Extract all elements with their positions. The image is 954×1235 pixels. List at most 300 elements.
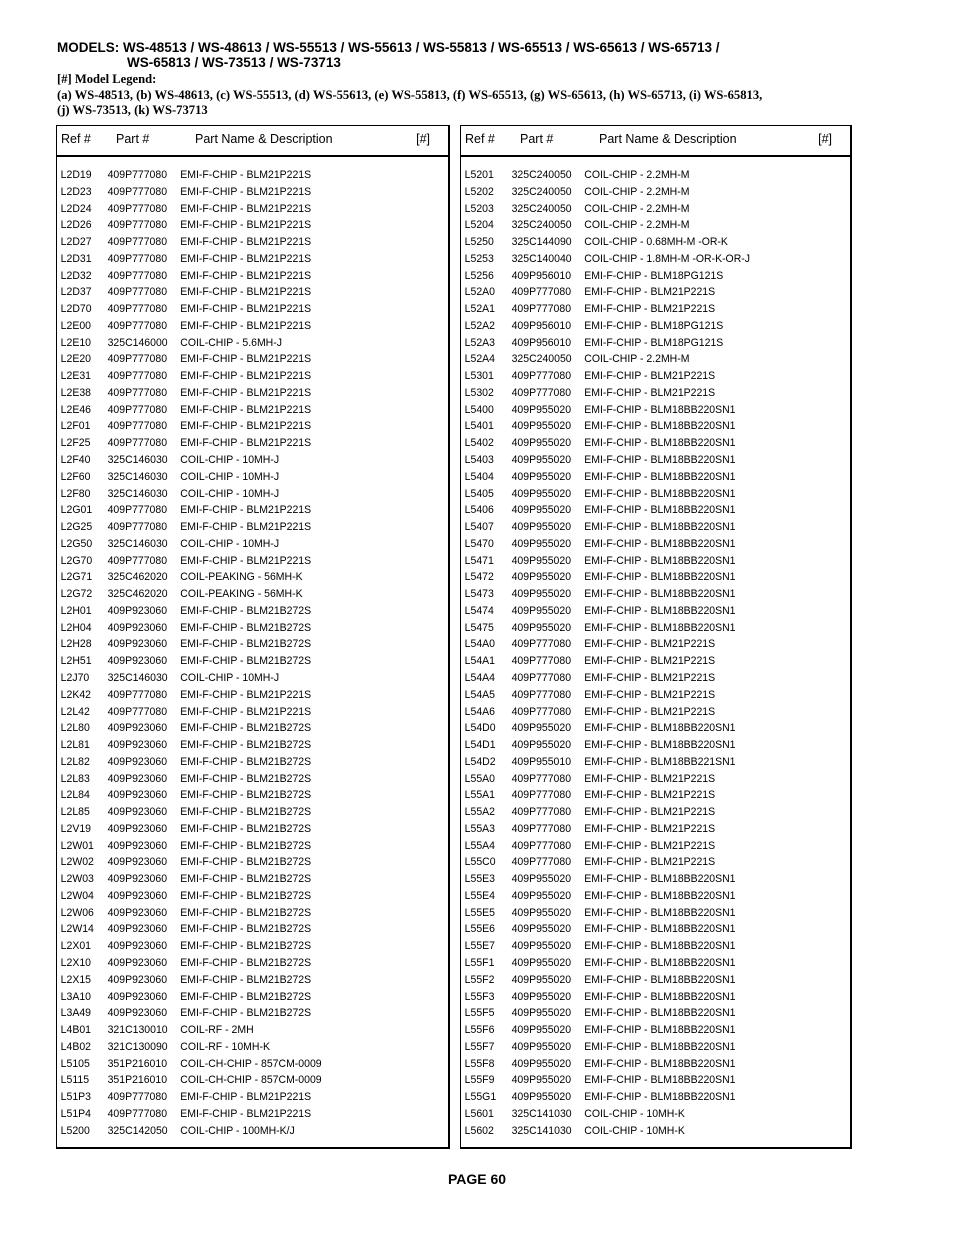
ref-cell: L2D19 <box>60 169 92 181</box>
part-cell: 409P777080 <box>511 286 572 299</box>
table-row <box>461 854 819 871</box>
part-cell: 409P923060 <box>107 940 168 953</box>
ref-cell: L2D31 <box>60 252 92 265</box>
part-cell: 409P923060 <box>107 789 168 802</box>
ref-cell: L5406 <box>464 504 494 517</box>
table-row <box>461 888 819 905</box>
ref-cell: L2D23 <box>60 185 92 198</box>
legend-line-2: (j) WS-73513, (k) WS-73713 <box>57 103 208 117</box>
ref-cell: L54A0 <box>464 638 495 651</box>
desc-cell: EMI-F-CHIP - BLM21P221S <box>180 386 312 399</box>
table-row <box>57 469 417 486</box>
desc-cell: COIL-CHIP - 2.2MH-M <box>584 185 690 198</box>
ref-cell: L55A1 <box>464 789 495 802</box>
header-model-flag: [#] <box>416 132 430 146</box>
ref-cell: L55G1 <box>464 1091 497 1104</box>
part-cell: 325C240050 <box>511 202 572 215</box>
table-row <box>461 972 819 989</box>
desc-cell: COIL-RF - 2MH <box>180 1024 254 1037</box>
table-row <box>461 737 819 754</box>
desc-cell: EMI-F-CHIP - BLM18BB220SN1 <box>584 454 736 467</box>
ref-cell: L2F60 <box>60 470 91 483</box>
table-row <box>461 418 819 435</box>
ref-cell: L54D0 <box>464 722 496 735</box>
ref-cell: L55F9 <box>464 1074 495 1087</box>
ref-cell: L5601 <box>464 1107 494 1120</box>
desc-cell: COIL-PEAKING - 56MH-K <box>180 588 303 601</box>
ref-cell: L2E46 <box>60 403 91 416</box>
part-cell: 409P955020 <box>511 554 572 567</box>
table-row <box>57 452 417 469</box>
desc-cell: EMI-F-CHIP - BLM18BB220SN1 <box>584 722 736 735</box>
part-cell: 409P777080 <box>511 772 572 785</box>
ref-cell: L52A3 <box>464 336 495 349</box>
desc-cell: EMI-F-CHIP - BLM21B272S <box>180 638 312 651</box>
table-row <box>461 1072 819 1089</box>
part-cell: 321C130090 <box>107 1040 168 1053</box>
part-cell: 409P955020 <box>511 454 572 467</box>
desc-cell: EMI-F-CHIP - BLM21B272S <box>180 956 312 969</box>
ref-cell: L4B01 <box>60 1024 91 1037</box>
part-cell: 409P955020 <box>511 1040 572 1053</box>
table-row <box>57 351 417 368</box>
table-row <box>57 603 417 620</box>
desc-cell: EMI-F-CHIP - BLM21P221S <box>180 1107 312 1120</box>
ref-cell: L5302 <box>464 386 494 399</box>
ref-cell: L2D26 <box>60 219 92 232</box>
desc-cell: EMI-F-CHIP - BLM21P221S <box>584 386 716 399</box>
ref-cell: L2G72 <box>60 588 93 601</box>
table-body <box>57 167 448 1139</box>
table-row <box>461 670 819 687</box>
part-cell: 409P956010 <box>511 269 572 282</box>
desc-cell: EMI-F-CHIP - BLM21B272S <box>180 806 312 819</box>
ref-cell: L55F1 <box>464 956 495 969</box>
part-cell: 409P923060 <box>107 604 168 617</box>
part-cell: 409P955020 <box>511 487 572 500</box>
desc-cell: COIL-CHIP - 2.2MH-M <box>584 219 690 232</box>
desc-cell: EMI-F-CHIP - BLM21B272S <box>180 873 312 886</box>
part-cell: 409P955020 <box>511 973 572 986</box>
models-line-2: WS-65813 / WS-73513 / WS-73713 <box>127 55 341 70</box>
ref-cell: L55A0 <box>464 772 495 785</box>
desc-cell: EMI-F-CHIP - BLM21B272S <box>180 789 312 802</box>
ref-cell: L2E31 <box>60 370 91 383</box>
table-row <box>57 838 417 855</box>
parts-table-right <box>460 125 852 1149</box>
table-row <box>461 636 819 653</box>
ref-cell: L52A0 <box>464 286 495 299</box>
table-row <box>461 754 819 771</box>
part-cell: 409P777080 <box>107 504 168 517</box>
desc-cell: EMI-F-CHIP - BLM21B272S <box>180 604 312 617</box>
desc-cell: EMI-F-CHIP - BLM18BB220SN1 <box>584 990 736 1003</box>
desc-cell: EMI-F-CHIP - BLM21P221S <box>584 806 716 819</box>
table-row <box>57 435 417 452</box>
part-cell: 409P923060 <box>107 621 168 634</box>
ref-cell: L2L80 <box>60 722 90 735</box>
desc-cell: EMI-F-CHIP - BLM21P221S <box>180 202 312 215</box>
part-cell: 409P955020 <box>511 1074 572 1087</box>
table-row <box>57 636 417 653</box>
table-row <box>461 368 819 385</box>
ref-cell: L2W01 <box>60 839 94 852</box>
table-row <box>57 502 417 519</box>
desc-cell: COIL-CHIP - 2.2MH-M <box>584 353 690 366</box>
table-row <box>461 871 819 888</box>
part-cell: 409P955020 <box>511 437 572 450</box>
table-row <box>461 234 819 251</box>
ref-cell: L54A6 <box>464 705 495 718</box>
part-cell: 409P923060 <box>107 839 168 852</box>
desc-cell: EMI-F-CHIP - BLM21P221S <box>180 219 312 232</box>
ref-cell: L5404 <box>464 470 494 483</box>
part-cell: 409P777080 <box>107 705 168 718</box>
desc-cell: COIL-CHIP - 0.68MH-M -OR-K <box>584 236 728 249</box>
part-cell: 409P777080 <box>107 185 168 198</box>
part-cell: 409P923060 <box>107 990 168 1003</box>
desc-cell: EMI-F-CHIP - BLM21P221S <box>180 236 312 249</box>
desc-cell: COIL-RF - 10MH-K <box>180 1040 270 1053</box>
desc-cell: EMI-F-CHIP - BLM21B272S <box>180 772 312 785</box>
desc-cell: EMI-F-CHIP - BLM21P221S <box>584 286 716 299</box>
desc-cell: EMI-F-CHIP - BLM18BB220SN1 <box>584 554 736 567</box>
desc-cell: EMI-F-CHIP - BLM21B272S <box>180 889 312 902</box>
part-cell: 409P923060 <box>107 822 168 835</box>
ref-cell: L55E5 <box>464 906 495 919</box>
table-row <box>461 955 819 972</box>
desc-cell: EMI-F-CHIP - BLM21P221S <box>180 286 312 299</box>
desc-cell: EMI-F-CHIP - BLM21B272S <box>180 839 312 852</box>
part-cell: 409P955020 <box>511 956 572 969</box>
ref-cell: L5115 <box>60 1074 90 1087</box>
table-row <box>57 687 417 704</box>
table-header <box>461 126 850 156</box>
ref-cell: L2H04 <box>60 621 92 634</box>
part-cell: 409P777080 <box>107 1107 168 1120</box>
desc-cell: EMI-F-CHIP - BLM21P221S <box>180 521 312 534</box>
table-body <box>461 167 850 1139</box>
ref-cell: L51P3 <box>60 1091 91 1104</box>
table-row <box>461 687 819 704</box>
part-cell: 409P955020 <box>511 906 572 919</box>
table-row <box>461 771 819 788</box>
table-row <box>461 351 819 368</box>
part-cell: 325C240050 <box>511 219 572 232</box>
table-row <box>461 435 819 452</box>
desc-cell: EMI-F-CHIP - BLM21B272S <box>180 1007 312 1020</box>
table-row <box>461 217 819 234</box>
part-cell: 409P777080 <box>107 353 168 366</box>
part-cell: 409P955020 <box>511 588 572 601</box>
ref-cell: L55F2 <box>464 973 495 986</box>
desc-cell: EMI-F-CHIP - BLM21B272S <box>180 822 312 835</box>
table-row <box>57 201 417 218</box>
ref-cell: L2E00 <box>60 319 91 332</box>
desc-cell: EMI-F-CHIP - BLM18BB220SN1 <box>584 956 736 969</box>
ref-cell: L2L85 <box>60 806 90 819</box>
desc-cell: COIL-CH-CHIP - 857CM-0009 <box>180 1057 322 1070</box>
ref-cell: L5474 <box>464 604 494 617</box>
desc-cell: EMI-F-CHIP - BLM21P221S <box>180 420 312 433</box>
table-row <box>57 251 417 268</box>
header-desc: Part Name & Description <box>599 132 737 146</box>
ref-cell: L55E4 <box>464 889 495 902</box>
desc-cell: EMI-F-CHIP - BLM21P221S <box>180 705 312 718</box>
ref-cell: L55F5 <box>464 1007 495 1020</box>
ref-cell: L5253 <box>464 252 494 265</box>
table-row <box>57 1106 417 1123</box>
desc-cell: EMI-F-CHIP - BLM18BB220SN1 <box>584 571 736 584</box>
part-cell: 409P955020 <box>511 470 572 483</box>
ref-cell: L2G01 <box>60 504 93 517</box>
desc-cell: EMI-F-CHIP - BLM21P221S <box>584 638 716 651</box>
desc-cell: COIL-CHIP - 100MH-K/J <box>180 1124 295 1137</box>
ref-cell: L5473 <box>464 588 494 601</box>
desc-cell: COIL-CHIP - 10MH-J <box>180 487 280 500</box>
desc-cell: EMI-F-CHIP - BLM18BB220SN1 <box>584 1057 736 1070</box>
table-row <box>461 201 819 218</box>
table-row <box>57 938 417 955</box>
table-row <box>57 670 417 687</box>
desc-cell: COIL-CHIP - 10MH-J <box>180 454 280 467</box>
desc-cell: EMI-F-CHIP - BLM18BB220SN1 <box>584 1091 736 1104</box>
table-row <box>57 854 417 871</box>
part-cell: 325C146000 <box>107 336 168 349</box>
ref-cell: L55F8 <box>464 1057 495 1070</box>
desc-cell: COIL-CHIP - 10MH-J <box>180 537 280 550</box>
ref-cell: L54A4 <box>464 671 495 684</box>
ref-cell: L5602 <box>464 1124 494 1137</box>
ref-cell: L2D37 <box>60 286 92 299</box>
desc-cell: COIL-CHIP - 10MH-J <box>180 671 280 684</box>
part-cell: 409P777080 <box>107 252 168 265</box>
part-cell: 409P955020 <box>511 604 572 617</box>
table-row <box>57 1022 417 1039</box>
ref-cell: L5407 <box>464 521 494 534</box>
part-cell: 409P955020 <box>511 873 572 886</box>
part-cell: 325C140040 <box>511 252 572 265</box>
desc-cell: EMI-F-CHIP - BLM18BB220SN1 <box>584 940 736 953</box>
ref-cell: L5256 <box>464 269 494 282</box>
ref-cell: L5204 <box>464 219 494 232</box>
part-cell: 409P777080 <box>107 303 168 316</box>
ref-cell: L55A4 <box>464 839 495 852</box>
part-cell: 409P777080 <box>107 169 168 181</box>
part-cell: 409P777080 <box>107 286 168 299</box>
part-cell: 325C141030 <box>511 1107 572 1120</box>
table-row <box>461 720 819 737</box>
table-row <box>461 284 819 301</box>
part-cell: 409P777080 <box>107 554 168 567</box>
desc-cell: EMI-F-CHIP - BLM18BB220SN1 <box>584 1040 736 1053</box>
part-cell: 409P955020 <box>511 889 572 902</box>
table-row <box>57 167 417 184</box>
table-row <box>57 536 417 553</box>
table-row <box>57 569 417 586</box>
part-cell: 325C146030 <box>107 487 168 500</box>
part-cell: 409P923060 <box>107 655 168 668</box>
desc-cell: EMI-F-CHIP - BLM21B272S <box>180 923 312 936</box>
ref-cell: L5250 <box>464 236 494 249</box>
table-row <box>461 569 819 586</box>
part-cell: 409P777080 <box>107 420 168 433</box>
desc-cell: EMI-F-CHIP - BLM21P221S <box>584 688 716 701</box>
desc-cell: COIL-CH-CHIP - 857CM-0009 <box>180 1074 322 1087</box>
table-row <box>57 184 417 201</box>
ref-cell: L2F25 <box>60 437 91 450</box>
part-cell: 325C240050 <box>511 185 572 198</box>
ref-cell: L54D1 <box>464 739 496 752</box>
part-cell: 409P955020 <box>511 923 572 936</box>
desc-cell: EMI-F-CHIP - BLM18BB220SN1 <box>584 1007 736 1020</box>
table-row <box>57 1123 417 1140</box>
ref-cell: L2H51 <box>60 655 92 668</box>
table-row <box>461 905 819 922</box>
desc-cell: EMI-F-CHIP - BLM18BB220SN1 <box>584 420 736 433</box>
table-row <box>461 938 819 955</box>
part-cell: 409P923060 <box>107 739 168 752</box>
table-row <box>461 1039 819 1056</box>
table-row <box>57 335 417 352</box>
part-cell: 409P777080 <box>511 856 572 869</box>
header-model-flag: [#] <box>818 132 832 146</box>
table-row <box>57 586 417 603</box>
ref-cell: L55F3 <box>464 990 495 1003</box>
desc-cell: EMI-F-CHIP - BLM18BB220SN1 <box>584 973 736 986</box>
ref-cell: L5471 <box>464 554 494 567</box>
part-cell: 409P777080 <box>511 638 572 651</box>
part-cell: 409P777080 <box>107 319 168 332</box>
part-cell: 409P923060 <box>107 923 168 936</box>
table-row <box>57 989 417 1006</box>
part-cell: 409P777080 <box>107 521 168 534</box>
table-row <box>57 754 417 771</box>
table-row <box>461 653 819 670</box>
ref-cell: L2W03 <box>60 873 94 886</box>
ref-cell: L2L42 <box>60 705 90 718</box>
desc-cell: EMI-F-CHIP - BLM21P221S <box>180 1091 312 1104</box>
part-cell: 409P955020 <box>511 722 572 735</box>
table-row <box>461 921 819 938</box>
ref-cell: L2L81 <box>60 739 90 752</box>
table-row <box>461 704 819 721</box>
desc-cell: EMI-F-CHIP - BLM21P221S <box>180 554 312 567</box>
table-row <box>57 1072 417 1089</box>
table-row <box>461 804 819 821</box>
table-row <box>57 234 417 251</box>
desc-cell: EMI-F-CHIP - BLM21B272S <box>180 906 312 919</box>
desc-cell: EMI-F-CHIP - BLM18BB220SN1 <box>584 906 736 919</box>
ref-cell: L5202 <box>464 185 494 198</box>
desc-cell: EMI-F-CHIP - BLM18BB220SN1 <box>584 437 736 450</box>
table-row <box>57 1089 417 1106</box>
ref-cell: L2L82 <box>60 755 90 768</box>
table-row <box>57 821 417 838</box>
desc-cell: EMI-F-CHIP - BLM21P221S <box>180 437 312 450</box>
part-cell: 409P956010 <box>511 336 572 349</box>
table-row <box>461 1106 819 1123</box>
part-cell: 409P777080 <box>511 671 572 684</box>
table-row <box>461 1123 819 1140</box>
part-cell: 409P777080 <box>107 403 168 416</box>
ref-cell: L3A10 <box>60 990 91 1003</box>
ref-cell: L55E3 <box>464 873 495 886</box>
part-cell: 409P956010 <box>511 319 572 332</box>
models-line-1: MODELS: WS-48513 / WS-48613 / WS-55513 / WS-55613 / WS-55813 / WS-65513 / WS-65613 / WS-65713 / <box>57 40 720 55</box>
part-cell: 325C146030 <box>107 671 168 684</box>
table-row <box>57 704 417 721</box>
table-row <box>461 385 819 402</box>
desc-cell: EMI-F-CHIP - BLM21P221S <box>584 705 716 718</box>
desc-cell: EMI-F-CHIP - BLM18PG121S <box>584 319 724 332</box>
desc-cell: EMI-F-CHIP - BLM18BB220SN1 <box>584 470 736 483</box>
part-cell: 409P955020 <box>511 537 572 550</box>
table-row <box>461 1005 819 1022</box>
ref-cell: L2H28 <box>60 638 92 651</box>
part-cell: 325C146030 <box>107 454 168 467</box>
ref-cell: L2L84 <box>60 789 90 802</box>
table-row <box>57 418 417 435</box>
part-cell: 409P777080 <box>107 236 168 249</box>
ref-cell: L55A2 <box>464 806 495 819</box>
table-row <box>461 787 819 804</box>
part-cell: 409P777080 <box>511 386 572 399</box>
table-row <box>461 301 819 318</box>
ref-cell: L2E20 <box>60 353 91 366</box>
table-row <box>461 335 819 352</box>
ref-cell: L2G70 <box>60 554 93 567</box>
desc-cell: EMI-F-CHIP - BLM21B272S <box>180 739 312 752</box>
ref-cell: L2D24 <box>60 202 92 215</box>
desc-cell: EMI-F-CHIP - BLM18PG121S <box>584 269 724 282</box>
ref-cell: L2F80 <box>60 487 91 500</box>
ref-cell: L2F40 <box>60 454 91 467</box>
desc-cell: EMI-F-CHIP - BLM21P221S <box>180 403 312 416</box>
part-cell: 409P955020 <box>511 403 572 416</box>
header-ref: Ref # <box>465 132 495 146</box>
part-cell: 409P923060 <box>107 755 168 768</box>
desc-cell: EMI-F-CHIP - BLM18BB220SN1 <box>584 537 736 550</box>
ref-cell: L2E10 <box>60 336 91 349</box>
table-row <box>461 1089 819 1106</box>
part-cell: 409P955020 <box>511 1024 572 1037</box>
desc-cell: EMI-F-CHIP - BLM21B272S <box>180 755 312 768</box>
model-legend <box>57 72 917 119</box>
ref-cell: L2X10 <box>60 956 91 969</box>
ref-cell: L2H01 <box>60 604 92 617</box>
ref-cell: L2X15 <box>60 973 91 986</box>
table-row <box>461 603 819 620</box>
ref-cell: L2F01 <box>60 420 91 433</box>
header-desc: Part Name & Description <box>195 132 333 146</box>
table-header <box>57 126 448 156</box>
desc-cell: EMI-F-CHIP - BLM18BB220SN1 <box>584 521 736 534</box>
ref-cell: L5301 <box>464 370 494 383</box>
ref-cell: L2V19 <box>60 822 91 835</box>
desc-cell: COIL-CHIP - 10MH-K <box>584 1124 685 1137</box>
ref-cell: L2E38 <box>60 386 91 399</box>
desc-cell: EMI-F-CHIP - BLM18BB220SN1 <box>584 739 736 752</box>
ref-cell: L54D2 <box>464 755 496 768</box>
part-cell: 409P955020 <box>511 990 572 1003</box>
desc-cell: EMI-F-CHIP - BLM18BB220SN1 <box>584 1024 736 1037</box>
part-cell: 325C146030 <box>107 537 168 550</box>
part-cell: 409P777080 <box>511 822 572 835</box>
ref-cell: L2G71 <box>60 571 93 584</box>
table-row <box>57 1056 417 1073</box>
desc-cell: EMI-F-CHIP - BLM18BB220SN1 <box>584 588 736 601</box>
